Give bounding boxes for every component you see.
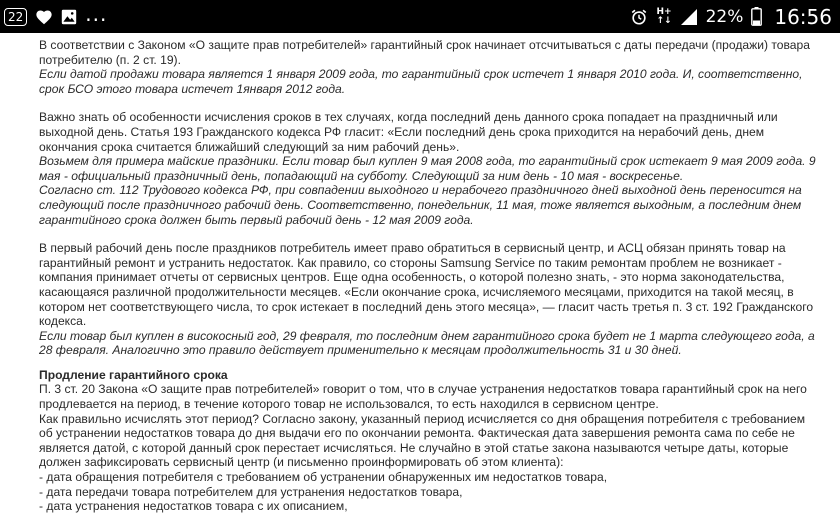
status-bar-notifications bbox=[4, 0, 107, 33]
section-heading-extension: Продление гарантийного срока bbox=[39, 367, 228, 382]
network-type-label: H+ bbox=[656, 6, 672, 17]
clock: 16:56 bbox=[774, 4, 832, 29]
paragraph-service-center: В первый рабочий день после праздников потребитель имеет право обратиться в сервисный центр, и АСЦ обязан принять товар на гарантийный ремонт и устранить недостаток. Как правило, со стороны Samsung Service по таким ремонтам проблем не возникает - компания принимает отчеты от сервисных центров. Еще одна особенность, о которой полезно знать, - это норма законодательства, касающаяся различной продолжительности месяцев. «Если окончание срока, исчисляемого месяцами, приходится на такой месяц, в котором нет соответствующего числа, то срок истекает в последний день этого месяца», — гласит часть третья п. 3 ст. 192 Гражданского кодекса. bbox=[39, 241, 814, 329]
example-labor-code: Согласно ст. 112 Трудового кодекса РФ, при совпадении выходного и нерабочего праздничного дней выходной день переносится на следующий после праздничного рабочий день. Соответственно, понедельник, 11 мая, тоже является выходным, а последним днем гарантийного срока должен быть первый рабочий день - 12 мая 2009 года. bbox=[39, 183, 802, 227]
battery-icon bbox=[751, 7, 762, 26]
paragraph-extension: П. 3 ст. 20 Закона «О защите прав потребителей» говорит о том, что в случае устранения недостатков товара гарантийный срок на него продлевается на период, в течение которого товар не использовался, то есть находился в сервисном центре. bbox=[39, 382, 807, 412]
example-may-holidays: Возьмем для примера майские праздники. Если товар был куплен 9 мая 2008 года, то гарантийный срок истекает 9 мая 2009 года. 9 мая - официальный праздничный день, попадающий на субботу. Следующий за ним день - 10 мая - воскресенье. bbox=[39, 154, 816, 183]
status-bar bbox=[0, 0, 840, 33]
list-item: - дата обращения потребителя с требованием об устранении обнаруженных им недостатков товара, bbox=[39, 470, 608, 485]
image-icon bbox=[61, 9, 77, 25]
list-item: - дата устранения недостатков товара с их описанием, bbox=[39, 499, 348, 514]
network-indicator bbox=[656, 8, 671, 26]
heart-icon bbox=[35, 9, 53, 25]
notification-count-badge: 22 bbox=[4, 8, 27, 26]
battery-percentage: 22% bbox=[705, 6, 744, 27]
article-content bbox=[39, 38, 817, 514]
data-arrows-icon: ↑↓ bbox=[656, 15, 672, 26]
paragraph-warranty-start: В соответствии с Законом «О защите прав потребителей» гарантийный срок начинает отсчитываться с даты передачи (продажи) товара потребителю (п. 2 ст. 19). bbox=[39, 38, 810, 67]
example-leap-year: Если товар был куплен в високосный год, 29 февраля, то последним днем гарантийного срока будет не 1 марта следующего года, а 28 февраля. Аналогично это правило действует применительно к месяцам продолжительность 31 и 30 дней. bbox=[39, 328, 815, 358]
overflow-dots: ... bbox=[85, 1, 108, 26]
alarm-icon bbox=[630, 8, 648, 26]
list-item: - дата передачи товара потребителем для устранения недостатков товара, bbox=[39, 484, 463, 499]
paragraph-period-calculation: Как правильно исчислять этот период? Согласно закону, указанный период исчисляется со дня обращения потребителя с требованием об устранении недостатков товара до дня выдачи его по окончании ремонта. Фактическая дата завершения ремонта сама по себе не является датой, с которой данный срок перестает исчисляться. Не случайно в этой статье закона называются четыре даты, которые должен зафиксировать сервисный центр (и письменно проинформировать об этом клиента): bbox=[39, 411, 806, 470]
signal-icon bbox=[680, 8, 698, 26]
paragraph-holidays: Важно знать об особенности исчисления сроков в тех случаях, когда последний день данного срока попадает на праздничный или выходной день. Статья 193 Гражданского кодекса РФ гласит: «Если последний день срока приходится на нерабочий день, днем окончания срока считается ближайший следующий за ним рабочий день». bbox=[39, 110, 778, 154]
example-warranty-start: Если датой продажи товара является 1 января 2009 года, то гарантийный срок истечет 1 января 2010 года. И, соответственно, срок БСО этого товара истечет 1января 2012 года. bbox=[39, 67, 803, 96]
status-bar-system bbox=[630, 0, 832, 33]
